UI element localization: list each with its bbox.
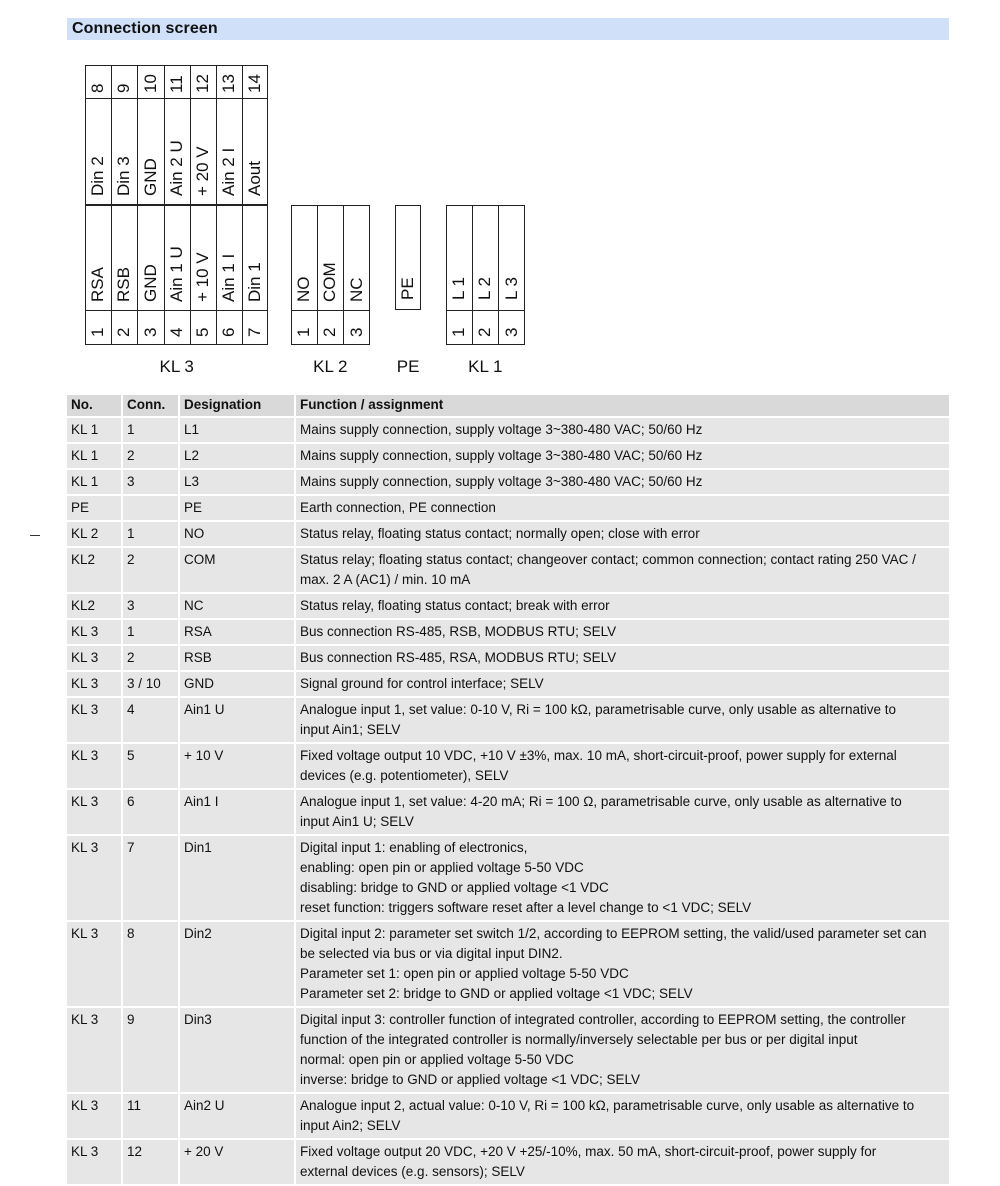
table-row bbox=[67, 522, 949, 546]
terminal-number: 13 bbox=[219, 74, 239, 93]
function-line: input Ain1; SELV bbox=[300, 722, 401, 737]
cell-conn: 3 / 10 bbox=[121, 672, 178, 696]
table-row bbox=[67, 418, 949, 442]
cell-conn: 2 bbox=[121, 646, 178, 670]
terminal-name: L 3 bbox=[501, 276, 521, 300]
function-line: Signal ground for control interface; SELV bbox=[300, 676, 544, 691]
cell-conn: 7 bbox=[121, 836, 178, 920]
cell-no: KL 3 bbox=[67, 698, 121, 742]
function-line: Analogue input 1, set value: 0-10 V, Ri = 100 kΩ, parametrisable curve, only usable as alternative to bbox=[300, 702, 897, 717]
terminal-number: 12 bbox=[192, 74, 212, 93]
section-title: Connection screen bbox=[67, 18, 949, 40]
cell-designation: + 20 V bbox=[178, 1140, 294, 1184]
function-line: Mains supply connection, supply voltage 3~380-480 VAC; 50/60 Hz bbox=[300, 422, 703, 437]
function-line: Status relay, floating status contact; break with error bbox=[300, 598, 610, 613]
cell-designation: PE bbox=[178, 496, 294, 520]
header-no: No. bbox=[67, 395, 121, 416]
terminal-name: Din 2 bbox=[88, 156, 108, 196]
cell-function bbox=[294, 1008, 949, 1092]
terminal-name: Ain 1 I bbox=[219, 253, 239, 302]
table-row bbox=[67, 496, 949, 520]
terminal-name: COM bbox=[320, 262, 340, 302]
header-function: Function / assignment bbox=[294, 395, 949, 416]
terminal-name: GND bbox=[140, 158, 160, 196]
connection-table bbox=[67, 393, 949, 1186]
cell-conn: 1 bbox=[121, 620, 178, 644]
terminal-number: 1 bbox=[88, 327, 108, 337]
cell-conn: 5 bbox=[121, 744, 178, 788]
cell-function bbox=[294, 444, 949, 468]
cell-function bbox=[294, 790, 949, 834]
terminal-name: L 2 bbox=[475, 276, 495, 300]
function-line: Mains supply connection, supply voltage 3~380-480 VAC; 50/60 Hz bbox=[300, 448, 703, 463]
function-line: Fixed voltage output 20 VDC, +20 V +25/-10%, max. 50 mA, short-circuit-proof, power supply for bbox=[300, 1144, 877, 1159]
table-row bbox=[67, 922, 949, 1006]
function-line: normal: open pin or applied voltage 5-50 VDC bbox=[300, 1052, 574, 1067]
function-line: Digital input 2: parameter set switch 1/2, according to EEPROM setting, the valid/used parameter set can bbox=[300, 926, 927, 941]
function-line: input Ain2; SELV bbox=[300, 1118, 401, 1133]
function-line: inverse: bridge to GND or applied voltage <1 VDC; SELV bbox=[300, 1072, 641, 1087]
cell-no: KL 3 bbox=[67, 790, 121, 834]
table-row bbox=[67, 594, 949, 618]
terminal-number: 11 bbox=[166, 75, 186, 93]
terminal-number: 3 bbox=[346, 327, 366, 337]
terminal-number: 9 bbox=[114, 83, 134, 93]
table-row bbox=[67, 744, 949, 788]
function-line: Fixed voltage output 10 VDC, +10 V ±3%, max. 10 mA, short-circuit-proof, power supply for external bbox=[300, 748, 897, 763]
cell-conn: 2 bbox=[121, 444, 178, 468]
cell-function bbox=[294, 548, 949, 592]
cell-conn: 2 bbox=[121, 548, 178, 592]
cell-function bbox=[294, 522, 949, 546]
terminal-name: + 20 V bbox=[192, 146, 212, 196]
terminal-number: 10 bbox=[140, 74, 160, 93]
cell-conn: 12 bbox=[121, 1140, 178, 1184]
cell-no: KL 3 bbox=[67, 922, 121, 1006]
cell-no: KL 2 bbox=[67, 522, 121, 546]
function-line: Digital input 3: controller function of integrated controller, according to EEPROM setting, the controller bbox=[300, 1012, 906, 1027]
cell-designation: Din2 bbox=[178, 922, 294, 1006]
cell-designation: + 10 V bbox=[178, 744, 294, 788]
terminal-number: 6 bbox=[219, 327, 239, 337]
table-row bbox=[67, 1008, 949, 1092]
cell-function bbox=[294, 1140, 949, 1184]
cell-function bbox=[294, 744, 949, 788]
function-line: reset function: triggers software reset after a level change to <1 VDC; SELV bbox=[300, 900, 752, 915]
cell-designation: L2 bbox=[178, 444, 294, 468]
function-line: Status relay; floating status contact; changeover contact; common connection; contact rating 250 VAC / bbox=[300, 552, 916, 567]
terminal-name: GND bbox=[140, 264, 160, 302]
function-line: devices (e.g. potentiometer), SELV bbox=[300, 768, 509, 783]
table-row bbox=[67, 790, 949, 834]
cell-conn bbox=[121, 496, 178, 520]
cell-designation: GND bbox=[178, 672, 294, 696]
terminal-number: 2 bbox=[475, 327, 495, 337]
cell-designation: Ain1 U bbox=[178, 698, 294, 742]
kl1-label: KL 1 bbox=[468, 357, 503, 376]
terminal-number: 1 bbox=[449, 327, 469, 337]
terminal-name: Ain 2 U bbox=[166, 140, 186, 196]
cell-designation: Ain2 U bbox=[178, 1094, 294, 1138]
function-line: Mains supply connection, supply voltage 3~380-480 VAC; 50/60 Hz bbox=[300, 474, 703, 489]
function-line: external devices (e.g. sensors); SELV bbox=[300, 1164, 525, 1179]
cell-no: KL 3 bbox=[67, 744, 121, 788]
function-line: input Ain1 U; SELV bbox=[300, 814, 414, 829]
cell-designation: COM bbox=[178, 548, 294, 592]
table-row bbox=[67, 444, 949, 468]
terminal-name: Ain 2 I bbox=[219, 147, 239, 196]
pe-label: PE bbox=[396, 357, 420, 376]
function-line: Analogue input 2, actual value: 0-10 V, Ri = 100 kΩ, parametrisable curve, only usable as alternative to bbox=[300, 1098, 915, 1113]
cell-no: KL 3 bbox=[67, 620, 121, 644]
cell-conn: 9 bbox=[121, 1008, 178, 1092]
table-row bbox=[67, 620, 949, 644]
terminal-name: RSA bbox=[88, 267, 108, 302]
cell-conn: 4 bbox=[121, 698, 178, 742]
cell-conn: 1 bbox=[121, 522, 178, 546]
table-header-row bbox=[67, 395, 949, 416]
cell-no: KL 3 bbox=[67, 672, 121, 696]
function-line: Status relay, floating status contact; normally open; close with error bbox=[300, 526, 700, 541]
cell-designation: Ain1 I bbox=[178, 790, 294, 834]
table-row bbox=[67, 698, 949, 742]
cell-no: PE bbox=[67, 496, 121, 520]
cell-designation: RSB bbox=[178, 646, 294, 670]
terminal-name: NC bbox=[346, 277, 366, 302]
terminal-name: Din 1 bbox=[245, 262, 265, 302]
kl2-label: KL 2 bbox=[313, 357, 348, 376]
cell-designation: RSA bbox=[178, 620, 294, 644]
header-designation: Designation bbox=[178, 395, 294, 416]
terminal-name: + 10 V bbox=[192, 252, 212, 302]
cell-function bbox=[294, 496, 949, 520]
terminal-name: PE bbox=[398, 277, 418, 300]
cell-function bbox=[294, 620, 949, 644]
table-row bbox=[67, 672, 949, 696]
table-row bbox=[67, 548, 949, 592]
cell-designation: Din1 bbox=[178, 836, 294, 920]
cell-designation: Din3 bbox=[178, 1008, 294, 1092]
terminal-number: 1 bbox=[294, 327, 314, 337]
cell-conn: 3 bbox=[121, 594, 178, 618]
terminal-name: L 1 bbox=[449, 276, 469, 300]
cell-no: KL 1 bbox=[67, 470, 121, 494]
cell-no: KL 3 bbox=[67, 646, 121, 670]
function-line: Digital input 1: enabling of electronics, bbox=[300, 840, 528, 855]
cell-conn: 3 bbox=[121, 470, 178, 494]
function-line: function of the integrated controller is normally/inversely selectable per bus or per digital input bbox=[300, 1032, 858, 1047]
cell-no: KL 3 bbox=[67, 1008, 121, 1092]
function-line: Parameter set 2: bridge to GND or applied voltage <1 VDC; SELV bbox=[300, 986, 693, 1001]
terminal-number: 14 bbox=[245, 74, 265, 93]
terminal-name: RSB bbox=[114, 267, 134, 302]
function-line: Parameter set 1: open pin or applied voltage 5-50 VDC bbox=[300, 966, 629, 981]
terminal-number: 3 bbox=[140, 327, 160, 337]
cell-designation: L3 bbox=[178, 470, 294, 494]
kl3-label: KL 3 bbox=[159, 357, 194, 376]
terminal-name: Aout bbox=[245, 161, 265, 196]
table-row bbox=[67, 646, 949, 670]
cell-designation: L1 bbox=[178, 418, 294, 442]
cell-function bbox=[294, 646, 949, 670]
cell-conn: 11 bbox=[121, 1094, 178, 1138]
cell-designation: NO bbox=[178, 522, 294, 546]
table-row bbox=[67, 836, 949, 920]
cell-no: KL 1 bbox=[67, 444, 121, 468]
terminal-name: NO bbox=[294, 276, 314, 302]
cell-function bbox=[294, 418, 949, 442]
table-row bbox=[67, 470, 949, 494]
cell-no: KL 3 bbox=[67, 1140, 121, 1184]
table-row bbox=[67, 1094, 949, 1138]
cell-function bbox=[294, 698, 949, 742]
cell-no: KL2 bbox=[67, 548, 121, 592]
cell-conn: 8 bbox=[121, 922, 178, 1006]
terminal-number: 2 bbox=[320, 327, 340, 337]
terminal-number: 7 bbox=[245, 327, 265, 337]
cell-function bbox=[294, 672, 949, 696]
terminal-number: 2 bbox=[114, 327, 134, 337]
cell-function bbox=[294, 836, 949, 920]
function-line: Bus connection RS-485, RSA, MODBUS RTU; SELV bbox=[300, 650, 617, 665]
margin-mark bbox=[30, 535, 40, 536]
cell-no: KL 3 bbox=[67, 836, 121, 920]
function-line: be selected via bus or via digital input DIN2. bbox=[300, 946, 563, 961]
function-line: max. 2 A (AC1) / min. 10 mA bbox=[300, 572, 471, 587]
function-line: Earth connection, PE connection bbox=[300, 500, 496, 515]
cell-function bbox=[294, 594, 949, 618]
cell-conn: 6 bbox=[121, 790, 178, 834]
function-line: Analogue input 1, set value: 4-20 mA; Ri = 100 Ω, parametrisable curve, only usable as alternative to bbox=[300, 794, 902, 809]
terminal-number: 8 bbox=[88, 83, 108, 93]
terminal-number: 5 bbox=[192, 327, 212, 337]
table-row bbox=[67, 1140, 949, 1184]
cell-function bbox=[294, 1094, 949, 1138]
header-conn: Conn. bbox=[121, 395, 178, 416]
cell-function bbox=[294, 470, 949, 494]
terminal-name: Ain 1 U bbox=[166, 246, 186, 302]
function-line: enabling: open pin or applied voltage 5-50 VDC bbox=[300, 860, 584, 875]
terminal-name: Din 3 bbox=[114, 156, 134, 196]
function-line: disabling: bridge to GND or applied voltage <1 VDC bbox=[300, 880, 609, 895]
cell-no: KL 1 bbox=[67, 418, 121, 442]
cell-conn: 1 bbox=[121, 418, 178, 442]
cell-no: KL 3 bbox=[67, 1094, 121, 1138]
terminal-number: 4 bbox=[166, 327, 186, 337]
cell-no: KL2 bbox=[67, 594, 121, 618]
cell-function bbox=[294, 922, 949, 1006]
cell-designation: NC bbox=[178, 594, 294, 618]
function-line: Bus connection RS-485, RSB, MODBUS RTU; SELV bbox=[300, 624, 617, 639]
terminal-number: 3 bbox=[501, 327, 521, 337]
